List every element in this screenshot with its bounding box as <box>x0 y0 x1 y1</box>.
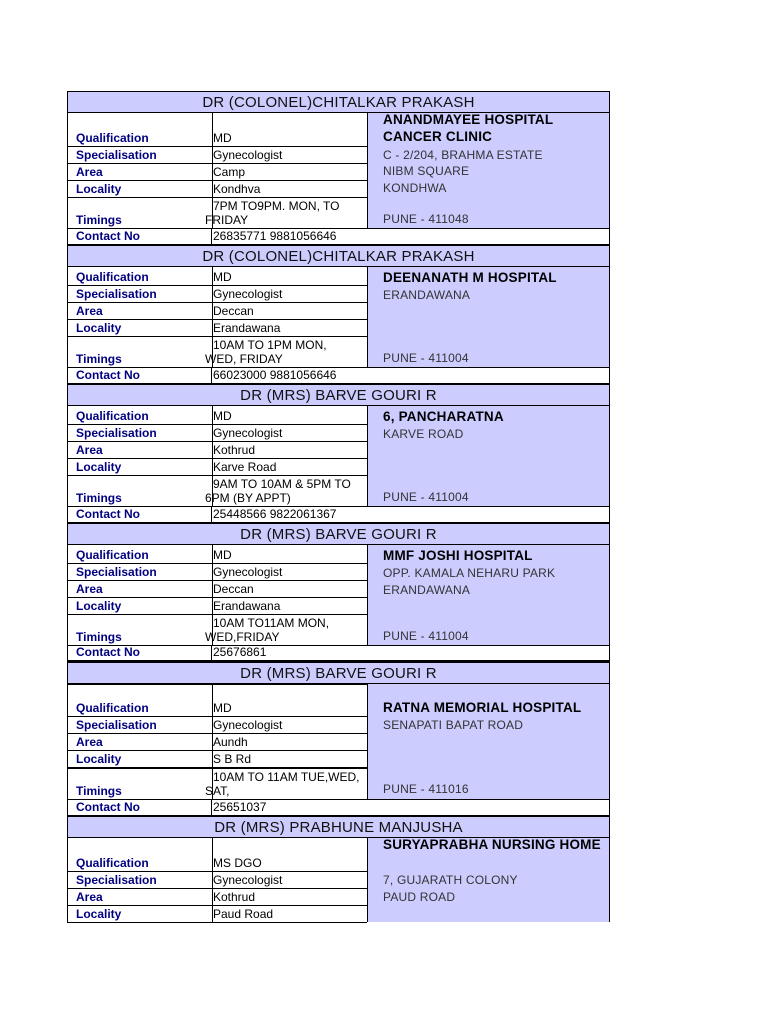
doctor-record: DR (MRS) BARVE GOURI R MMF JOSHI HOSPITAL OPP. KAMALA NEHARU PARK ERANDAWANA PUNE - 411004 Qualification MD Specialisation Gynecologist Area Deccan Locality Erandawana Timings 10AM TO11AM MON, WED,FRIDAY Contact No 25676861 <box>67 523 610 662</box>
contact-value: 66023000 9881056646 <box>213 368 337 382</box>
specialisation-value: Gynecologist <box>213 287 283 301</box>
hospital-name: SURYAPRABHA NURSING HOME <box>383 837 601 852</box>
timings-row: Timings 7PM TO9PM. MON, TO FRIDAY <box>67 197 367 228</box>
address-line: SENAPATI BAPAT ROAD <box>383 718 524 732</box>
locality-row: Locality Kondhva <box>67 180 367 197</box>
specialisation-value: Gynecologist <box>213 426 283 440</box>
address-city: PUNE - 411048 <box>383 212 469 226</box>
specialisation-row: Specialisation Gynecologist <box>67 146 367 163</box>
address-line: KONDHWA <box>383 181 447 195</box>
specialisation-value: Gynecologist <box>213 718 283 732</box>
address-line: PAUD ROAD <box>383 890 456 904</box>
address-city: PUNE - 411016 <box>383 782 469 796</box>
timings-value: 10AM TO11AM MON, WED,FRIDAY <box>205 616 330 644</box>
qualification-value: MD <box>213 548 232 562</box>
contact-row: Contact No 25676861 <box>67 645 610 662</box>
contact-value: 25448566 9822061367 <box>213 507 337 521</box>
qualification-row: Qualification MD <box>67 113 367 146</box>
specialisation-value: Gynecologist <box>213 565 283 579</box>
hospital-address-cell <box>367 113 610 228</box>
doctor-record <box>67 91 610 245</box>
hospital-name: 6, PANCHARATNA <box>383 409 504 424</box>
hospital-name: MMF JOSHI HOSPITAL <box>383 548 533 563</box>
qualification-value: MS DGO <box>213 856 262 870</box>
doctor-record: DR (MRS) BARVE GOURI R RATNA MEMORIAL HOSPITAL SENAPATI BAPAT ROAD PUNE - 411016 Qualification MD Specialisation Gynecologist Area Aundh Locality S B Rd Timings 10AM TO 11AM TUE,WED, SAT, Contact No 25651037 <box>67 662 610 816</box>
address-line: KARVE ROAD <box>383 427 464 441</box>
doctor-name: DR (COLONEL)CHITALKAR PRAKASH <box>67 245 610 267</box>
hospital-address-cell <box>367 267 610 367</box>
address-city: PUNE - 411004 <box>383 351 469 365</box>
contact-row: Contact No 26835771 9881056646 <box>67 228 610 245</box>
doctor-name: DR (COLONEL)CHITALKAR PRAKASH <box>67 91 610 113</box>
locality-value: Erandawana <box>213 599 281 613</box>
address-city: PUNE - 411004 <box>383 629 469 643</box>
specialisation-value: Gynecologist <box>213 148 283 162</box>
area-row: Area Camp <box>67 163 367 180</box>
hospital-name: DEENANATH M HOSPITAL <box>383 270 557 285</box>
hospital-address-cell <box>367 545 610 645</box>
address-line: 7, GUJARATH COLONY <box>383 873 518 887</box>
address-line: C - 2/204, BRAHMA ESTATE <box>383 148 543 162</box>
address-line: ERANDAWANA <box>383 583 471 597</box>
doctor-record: DR (MRS) PRABHUNE MANJUSHA SURYAPRABHA NURSING HOME 7, GUJARATH COLONY PAUD ROAD Qualification MS DGO Specialisation Gynecologist Area Kothrud Locality Paud Road <box>67 816 610 922</box>
address-line: OPP. KAMALA NEHARU PARK <box>383 566 556 580</box>
area-value: Deccan <box>213 582 254 596</box>
contact-row: Contact No 25448566 9822061367 <box>67 506 610 523</box>
contact-value: 25651037 <box>213 800 267 814</box>
doctor-name: DR (MRS) BARVE GOURI R <box>67 662 610 684</box>
qualification-value: MD <box>213 701 232 715</box>
address-city: PUNE - 411004 <box>383 490 469 504</box>
specialisation-value: Gynecologist <box>213 873 283 887</box>
timings-value: 10AM TO 11AM TUE,WED, SAT, <box>205 770 360 798</box>
contact-row: Contact No 66023000 9881056646 <box>67 367 610 384</box>
timings-value: 7PM TO9PM. MON, TO FRIDAY <box>205 199 340 227</box>
hospital-address-cell <box>367 684 610 799</box>
qualification-value: MD <box>213 409 232 423</box>
doctor-record: DR (MRS) BARVE GOURI R 6, PANCHARATNA KARVE ROAD PUNE - 411004 Qualification MD Specialisation Gynecologist Area Kothrud Locality Karve Road Timings 9AM TO 10AM & 5PM TO 6PM (BY APPT) Contact No 25448566 9822061367 <box>67 384 610 523</box>
hospital-address-cell <box>367 838 610 922</box>
area-value: Kothrud <box>213 443 256 457</box>
hospital-address-cell <box>367 406 610 506</box>
contact-value: 26835771 9881056646 <box>213 229 337 243</box>
doctor-name: DR (MRS) BARVE GOURI R <box>67 523 610 545</box>
contact-value: 25676861 <box>213 645 267 659</box>
area-value: Kothrud <box>213 890 256 904</box>
area-value: Camp <box>213 165 246 179</box>
qualification-value: MD <box>213 270 232 284</box>
timings-value: 10AM TO 1PM MON, WED, FRIDAY <box>205 338 327 366</box>
locality-value: Erandawana <box>213 321 281 335</box>
doctor-name: DR (MRS) PRABHUNE MANJUSHA <box>67 816 610 838</box>
doctor-record: DR (COLONEL)CHITALKAR PRAKASH DEENANATH M HOSPITAL ERANDAWANA PUNE - 411004 Qualification MD Specialisation Gynecologist Area Deccan Locality Erandawana Timings 10AM TO 1PM MON, WED, FRIDAY Contact No 66023000 9881056646 <box>67 245 610 384</box>
contact-row: Contact No 25651037 <box>67 799 610 816</box>
hospital-name: RATNA MEMORIAL HOSPITAL <box>383 700 582 715</box>
locality-value: Kondhva <box>213 182 261 196</box>
locality-value: Paud Road <box>213 907 274 921</box>
hospital-name: ANANDMAYEE HOSPITAL CANCER CLINIC <box>383 112 554 144</box>
locality-value: Karve Road <box>213 460 277 474</box>
qualification-value: MD <box>213 131 232 145</box>
area-value: Deccan <box>213 304 254 318</box>
area-value: Aundh <box>213 735 248 749</box>
address-line: NIBM SQUARE <box>383 164 470 178</box>
address-line: ERANDAWANA <box>383 288 471 302</box>
doctor-directory-sheet <box>67 91 610 922</box>
timings-value: 9AM TO 10AM & 5PM TO 6PM (BY APPT) <box>205 477 351 505</box>
locality-value: S B Rd <box>213 752 252 766</box>
doctor-name: DR (MRS) BARVE GOURI R <box>67 384 610 406</box>
